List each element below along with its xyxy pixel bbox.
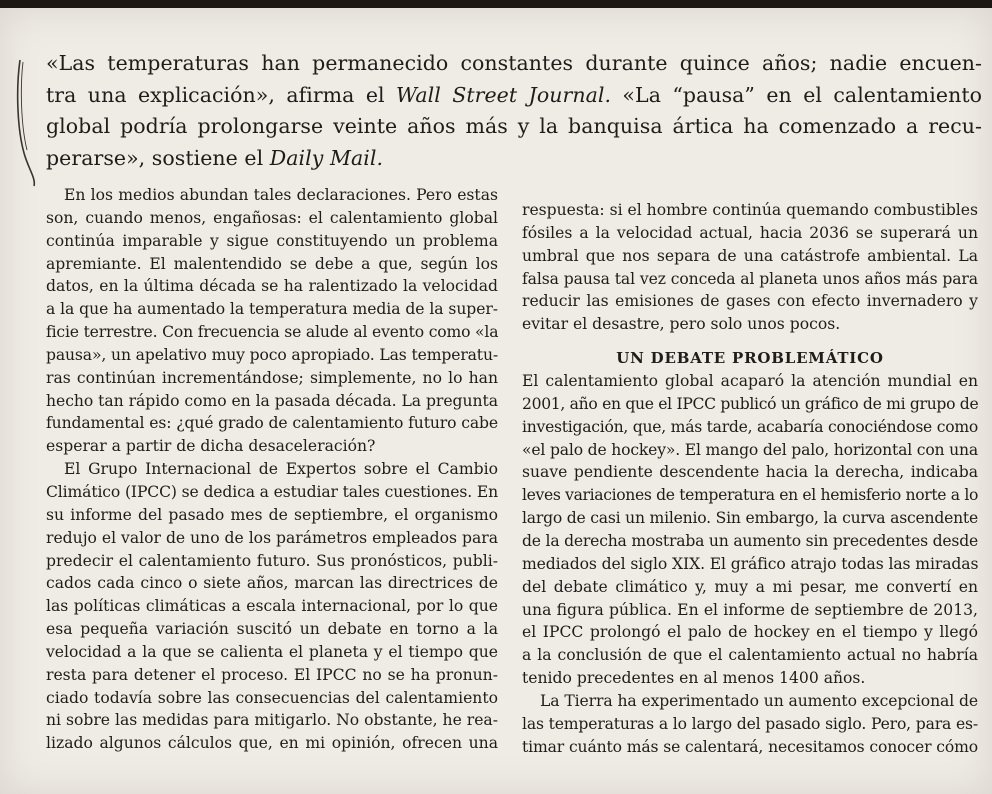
text-line: del debate climático y, muy a mi pesar, me convertí en xyxy=(522,577,978,596)
text-line: su informe del pasado mes de septiembre, el organismo xyxy=(46,505,498,524)
text-line: timar cuánto más se calentará, necesitamos conocer cómo xyxy=(522,737,978,756)
right-column xyxy=(522,199,978,758)
text-line: hecho tan rápido como en la pasada década. La pregunta xyxy=(46,391,498,410)
text-line: respuesta: si el hombre continúa quemando combustibles xyxy=(522,201,978,219)
text-line: mediados del siglo XIX. El gráfico atrajo todas las miradas xyxy=(522,554,979,573)
text-line: a la conclusión de que el calentamiento actual no habría xyxy=(522,646,978,665)
text-line: cados cada cinco o siete años, marcan las directrices de xyxy=(46,574,498,593)
text-line: a la que ha aumentado la temperatura media de la super- xyxy=(46,300,498,319)
text-line: las políticas climáticas a escala internacional, por lo que xyxy=(46,597,498,616)
source-wsj: Wall Street Journal. xyxy=(396,82,612,107)
text-line: una figura pública. En el informe de septiembre de 2013, xyxy=(522,600,978,619)
text-line: ciado todavía sobre las consecuencias del calentamiento xyxy=(46,688,498,707)
pull-quote-line: perarse», sostiene el Daily Mail. xyxy=(46,145,384,170)
text-line: son, cuando menos, engañosas: el calentamiento global xyxy=(46,208,498,227)
text-line: velocidad a la que se calienta el planeta y el tiempo que xyxy=(46,642,498,661)
text-line: esa pequeña variación suscitó un debate en torno a la xyxy=(46,620,498,639)
magazine-page xyxy=(0,8,992,794)
left-column xyxy=(46,184,498,755)
pull-quote xyxy=(46,48,982,174)
section-heading: UN DEBATE PROBLEMÁTICO xyxy=(616,349,884,368)
text-line: investigación, que, más tarde, acabaría conociéndose como xyxy=(522,417,978,436)
text-line: las temperaturas a lo largo del pasado siglo. Pero, para es- xyxy=(522,714,978,733)
text-line: de la derecha mostraba un aumento sin precedentes desde xyxy=(522,531,978,550)
text-line: ni sobre las medidas para mitigarlo. No obstante, he rea- xyxy=(46,711,498,730)
text-line: lizado algunos cálculos que, en mi opinión, ofrecen una xyxy=(46,734,498,753)
pull-quote-line: global podría prolongarse veinte años más y la banquisa ártica ha comenzado a recu- xyxy=(46,114,982,138)
text-line: La Tierra ha experimentado un aumento excepcional de xyxy=(540,691,978,710)
text-line: continúa imparable y sigue constituyendo un problema xyxy=(46,231,498,250)
text-line: evitar el desastre, pero solo unos pocos. xyxy=(522,315,841,334)
pull-quote-line: «Las temperaturas han permanecido constantes durante quince años; nadie encuen- xyxy=(46,51,982,75)
text-line: suave pendiente descendente hacia la derecha, indicaba xyxy=(522,463,978,482)
text-line: ficie terrestre. Con frecuencia se alude al evento como «la xyxy=(46,323,499,342)
text-line: el IPCC prolongó el palo de hockey en el tiempo y llegó xyxy=(522,623,978,642)
text-line: Climático (IPCC) se dedica a estudiar tales cuestiones. En xyxy=(46,482,498,501)
text-line: ras continúan incrementándose; simplemente, no lo han xyxy=(46,368,498,387)
text-line: reducir las emisiones de gases con efecto invernadero y xyxy=(522,292,978,311)
text-line: En los medios abundan tales declaraciones. Pero estas xyxy=(64,186,498,204)
text-line: leves variaciones de temperatura en el hemisferio norte a lo xyxy=(522,486,978,505)
text-line: El Grupo Internacional de Expertos sobre el Cambio xyxy=(64,460,498,479)
text-line: falsa pausa tal vez conceda al planeta unos años más para xyxy=(522,269,978,288)
text-line: «el palo de hockey». El mango del palo, horizontal con una xyxy=(522,440,978,459)
pull-quote-bracket-icon xyxy=(14,58,38,188)
text-line: datos, en la última década se ha ralentizado la velocidad xyxy=(46,277,498,296)
text-line: esperar a partir de dicha desaceleración? xyxy=(46,437,376,456)
source-daily-mail: Daily Mail. xyxy=(269,145,384,170)
text-line: predecir el calentamiento futuro. Sus pronósticos, publi- xyxy=(46,551,498,570)
text-line: resta para detener el proceso. El IPCC no se ha pronun- xyxy=(46,665,498,684)
text-line: apremiante. El malentendido se debe a que, según los xyxy=(46,254,498,273)
text-line: pausa», un apelativo muy poco apropiado. Las temperatu- xyxy=(46,345,498,364)
text-line: 2001, año en que el IPCC publicó un gráfico de mi grupo de xyxy=(522,394,979,413)
text-line: El calentamiento global acaparó la atención mundial en xyxy=(522,372,978,391)
text-line: largo de casi un milenio. Sin embargo, la curva ascendente xyxy=(522,509,978,528)
text-line: fósiles a la velocidad actual, hacia 2036 se superará un xyxy=(522,223,978,242)
text-line: tenido precedentes en al menos 1400 años. xyxy=(522,669,866,688)
text-line: redujo el valor de uno de los parámetros empleados para xyxy=(46,528,498,547)
text-line: fundamental es: ¿qué grado de calentamiento futuro cabe xyxy=(46,414,498,433)
text-line: umbral que nos separa de una catástrofe ambiental. La xyxy=(522,246,978,265)
pull-quote-line: tra una explicación», afirma el Wall Street Journal. «La “pausa” en el calentamiento xyxy=(46,82,983,107)
